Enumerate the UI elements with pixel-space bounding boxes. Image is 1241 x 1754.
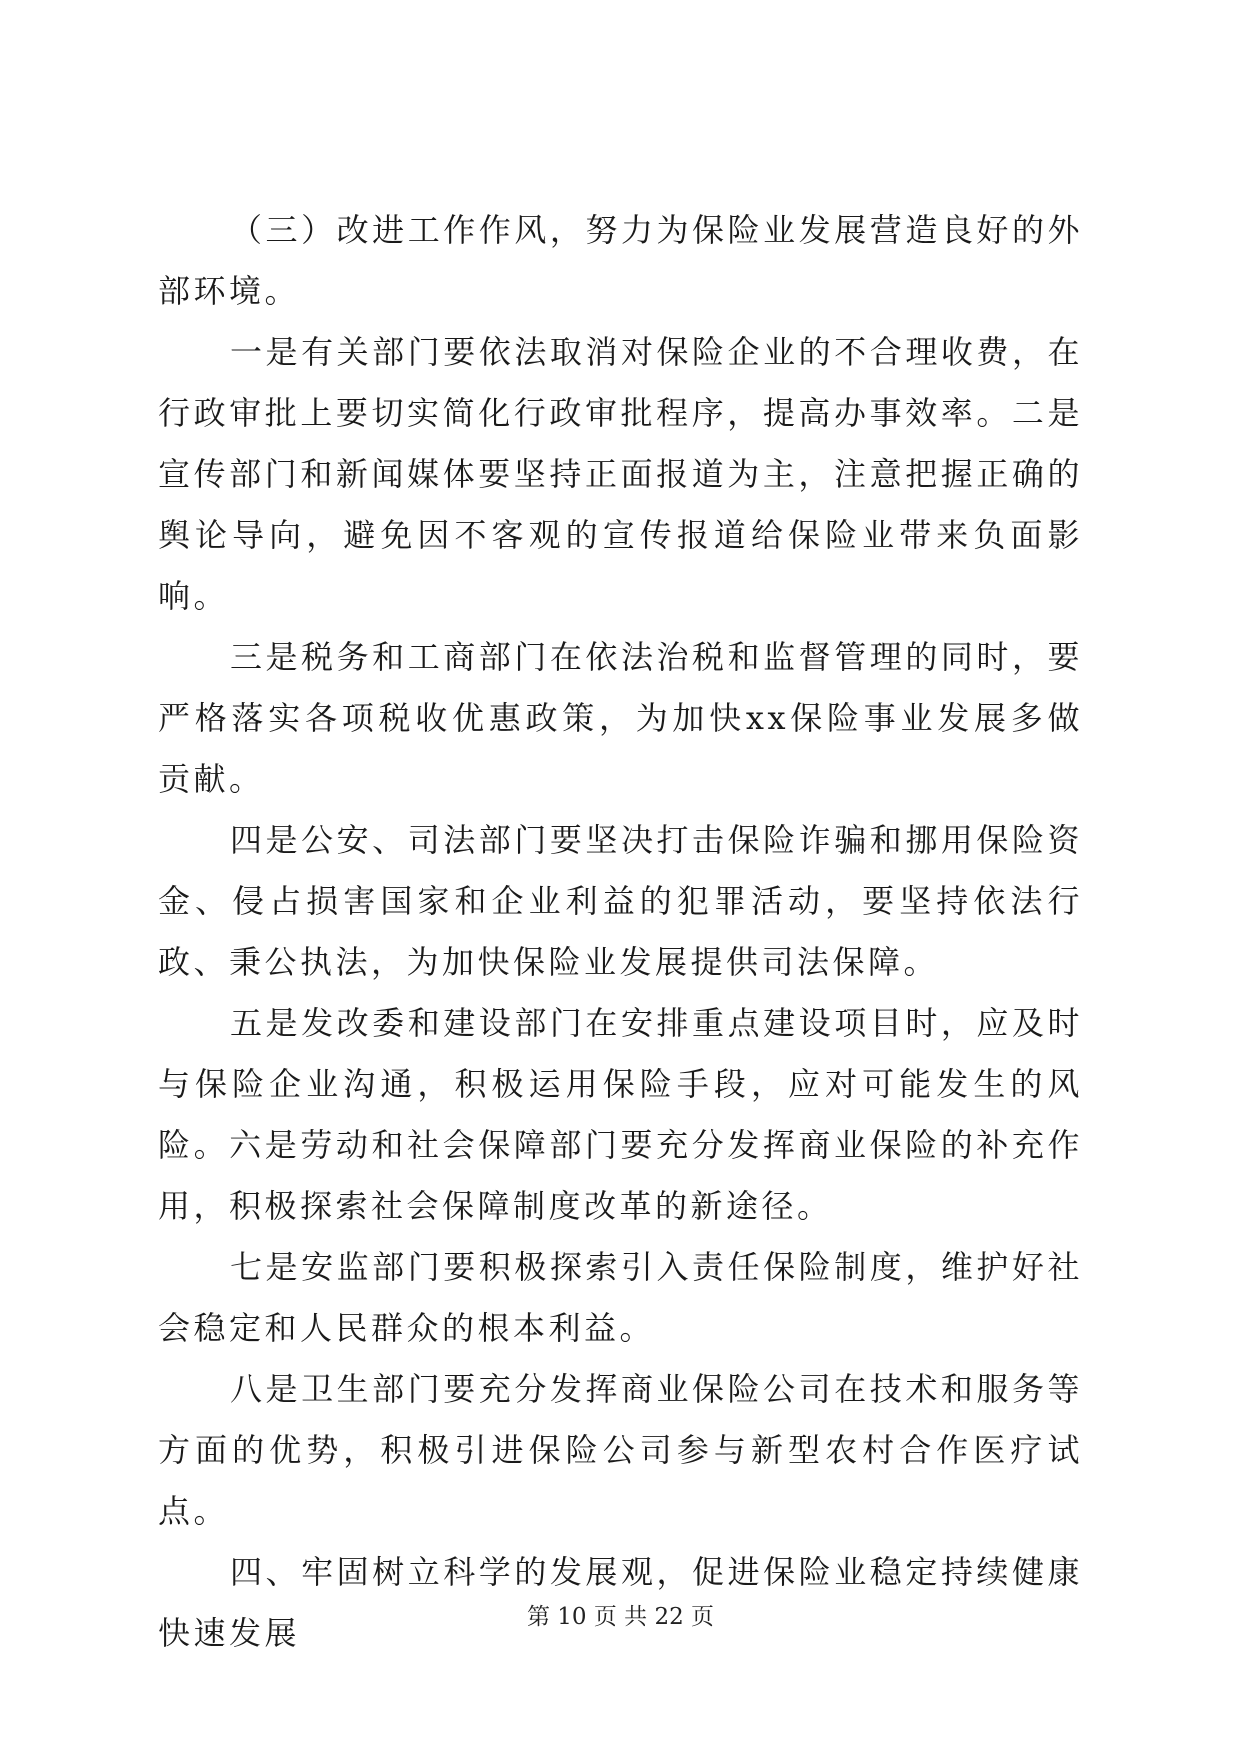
document-body	[158, 200, 1083, 1664]
paragraph-section-4-heading: 四、牢固树立科学的发展观，促进保险业稳定持续健康快速发展	[158, 1553, 1083, 1652]
paragraph-section-3-heading: （三）改进工作作风，努力为保险业发展营造良好的外部环境。	[158, 211, 1083, 310]
paragraph-item-8: 八是卫生部门要充分发挥商业保险公司在技术和服务等方面的优势，积极引进保险公司参与新型农村合作医疗试点。	[158, 1370, 1083, 1530]
paragraph-item-3: 三是税务和工商部门在依法治税和监督管理的同时，要严格落实各项税收优惠政策，为加快xx保险事业发展多做贡献。	[158, 638, 1083, 798]
page-number-footer: 第 10 页 共 22 页	[526, 1604, 715, 1630]
paragraph-items-1-2: 一是有关部门要依法取消对保险企业的不合理收费，在行政审批上要切实简化行政审批程序，提高办事效率。二是宣传部门和新闻媒体要坚持正面报道为主，注意把握正确的舆论导向，避免因不客观的宣传报道给保险业带来负面影响。	[158, 333, 1083, 615]
paragraph-item-4: 四是公安、司法部门要坚决打击保险诈骗和挪用保险资金、侵占损害国家和企业利益的犯罪活动，要坚持依法行政、秉公执法，为加快保险业发展提供司法保障。	[158, 821, 1083, 981]
paragraph-item-7: 七是安监部门要积极探索引入责任保险制度，维护好社会稳定和人民群众的根本利益。	[158, 1248, 1083, 1347]
paragraph-items-5-6: 五是发改委和建设部门在安排重点建设项目时，应及时与保险企业沟通，积极运用保险手段，应对可能发生的风险。六是劳动和社会保障部门要充分发挥商业保险的补充作用，积极探索社会保障制度改革的新途径。	[158, 1004, 1083, 1225]
